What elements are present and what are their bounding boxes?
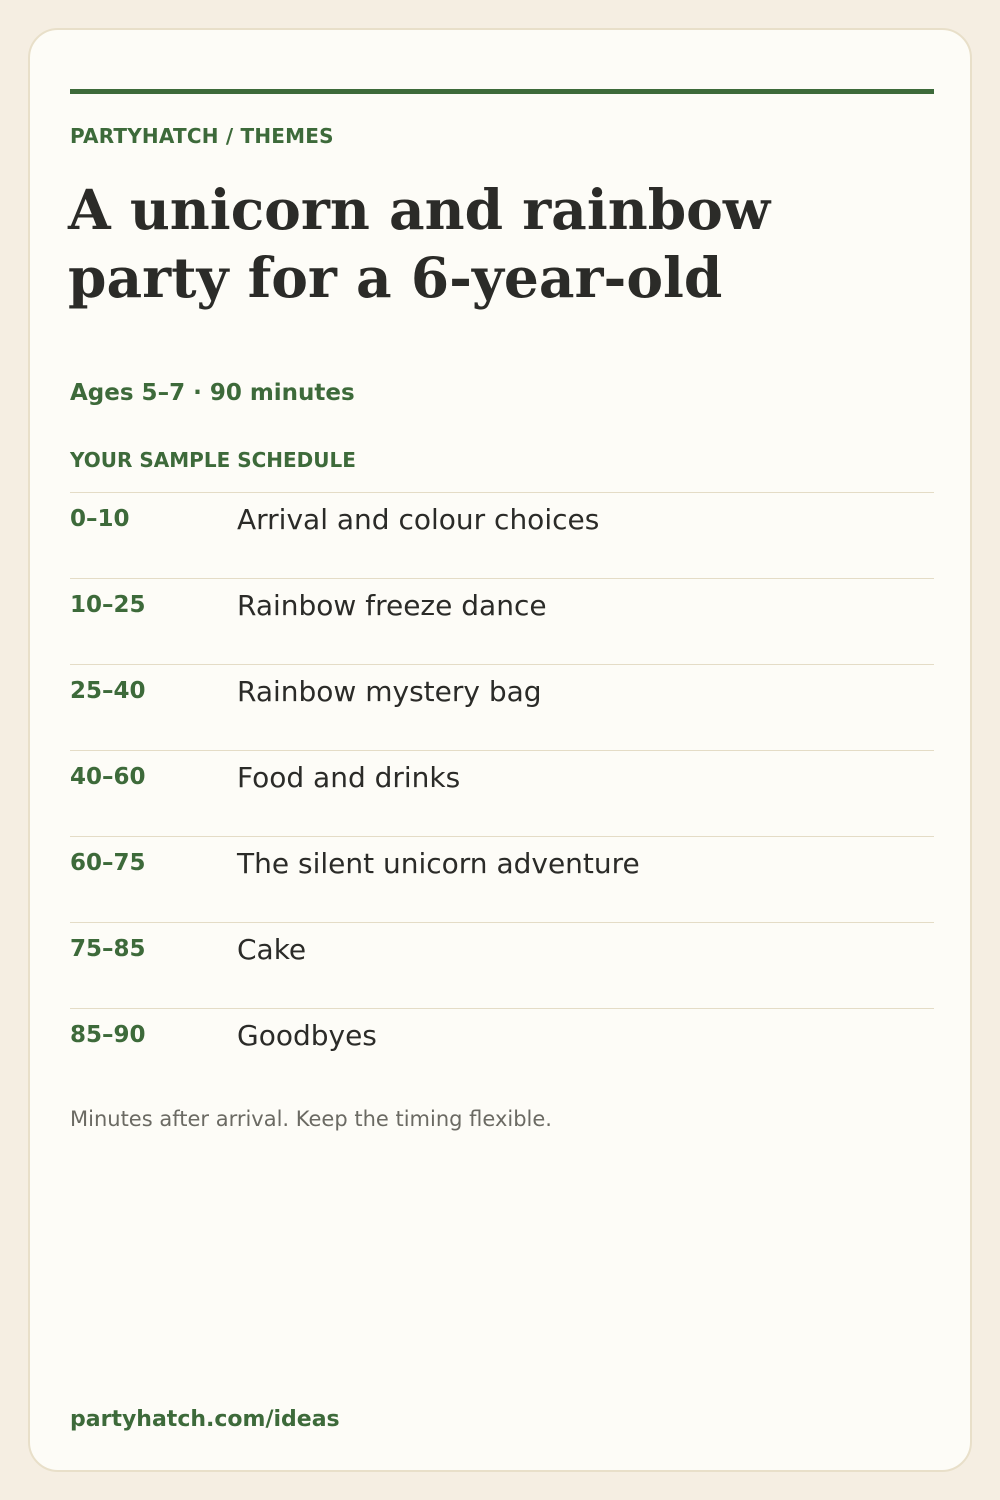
schedule-list: [70, 492, 934, 1094]
schedule-activity: Rainbow freeze dance: [237, 589, 547, 622]
schedule-activity: Rainbow mystery bag: [237, 675, 542, 708]
schedule-row: [70, 836, 934, 922]
schedule-time: 75–85: [70, 936, 146, 962]
schedule-activity: Cake: [237, 933, 307, 966]
schedule-activity: The silent unicorn adventure: [237, 847, 640, 880]
breadcrumb[interactable]: PARTYHATCH / THEMES: [70, 124, 334, 148]
schedule-note: Minutes after arrival. Keep the timing flexible.: [70, 1107, 552, 1131]
schedule-row: [70, 578, 934, 664]
schedule-heading: YOUR SAMPLE SCHEDULE: [70, 448, 356, 472]
schedule-activity: Food and drinks: [237, 761, 461, 794]
schedule-time: 40–60: [70, 764, 146, 790]
page-title: A unicorn and rainbow party for a 6-year-old: [68, 177, 771, 310]
schedule-time: 10–25: [70, 592, 146, 618]
theme-card: [28, 28, 972, 1472]
schedule-row: [70, 922, 934, 1008]
schedule-time: 85–90: [70, 1022, 146, 1048]
schedule-row: [70, 664, 934, 750]
schedule-activity: Goodbyes: [237, 1019, 377, 1052]
party-meta: Ages 5–7 · 90 minutes: [70, 380, 355, 406]
schedule-time: 0–10: [70, 506, 130, 532]
footer-link[interactable]: partyhatch.com/ideas: [70, 1407, 340, 1432]
schedule-time: 60–75: [70, 850, 146, 876]
schedule-row: [70, 750, 934, 836]
schedule-activity: Arrival and colour choices: [237, 503, 600, 536]
schedule-row: [70, 1008, 934, 1094]
top-rule: [70, 89, 934, 94]
schedule-time: 25–40: [70, 678, 146, 704]
schedule-row: [70, 492, 934, 578]
